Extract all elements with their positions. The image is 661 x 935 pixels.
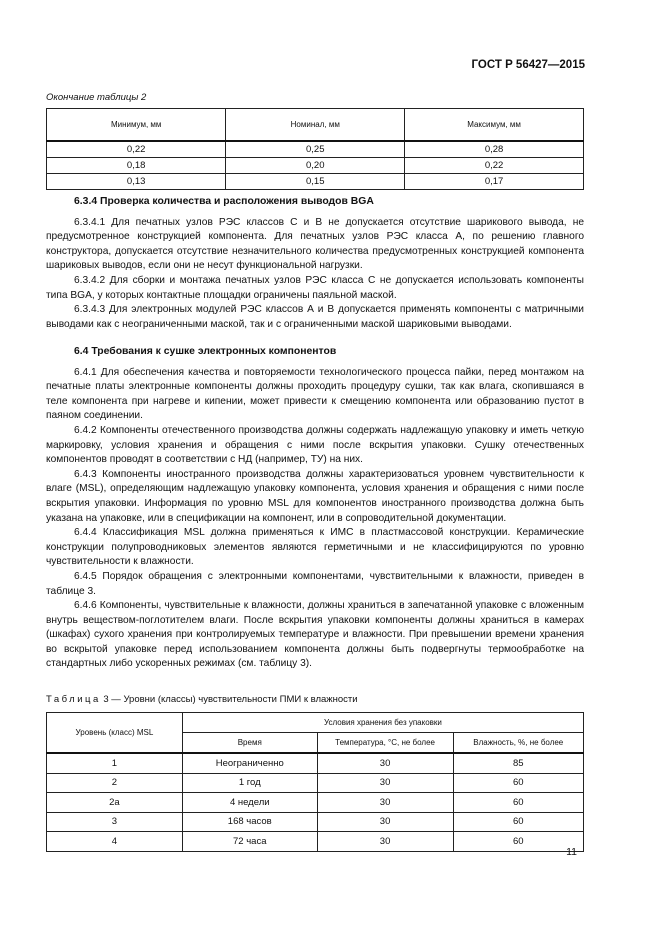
table3-col-time: Время xyxy=(182,733,317,754)
table-cell: 30 xyxy=(317,793,453,813)
table3-col-humidity: Влажность, %, не более xyxy=(453,733,584,754)
section-heading: 6.3.4 Проверка количества и расположения выводов BGA xyxy=(74,196,374,207)
table-cell: 168 часов xyxy=(182,812,317,832)
paragraph: 6.3.4.1 Для печатных узлов РЭС классов С и В не допускается отсутствие шарикового вывода, не предусмотренное конструкцией компонента. Для печатных узлов РЭС класса А, по решению главного конструктора, допускается отсутствие незначительного количества предусмотренных конструкцией компонента шариковых выводов, если они не несут функциональной нагрузки. xyxy=(46,216,584,272)
table-cell: 30 xyxy=(317,753,453,773)
table3-col-temp: Температура, °С, не более xyxy=(317,733,453,754)
table2-col-min: Минимум, мм xyxy=(47,109,226,142)
table-cell: 60 xyxy=(453,832,584,852)
section-heading: 6.4 Требования к сушке электронных компонентов xyxy=(74,346,337,357)
table-cell: Неограниченно xyxy=(182,753,317,773)
table-cell: 0,22 xyxy=(47,141,226,158)
section-6-3-4 xyxy=(46,195,584,332)
table-cell: 0,13 xyxy=(47,174,226,190)
table-cell: 3 xyxy=(47,812,183,832)
table2-col-max: Максимум, мм xyxy=(405,109,584,142)
table2-caption: Окончание таблицы 2 xyxy=(46,92,147,103)
table-cell: 4 недели xyxy=(182,793,317,813)
table-row xyxy=(47,158,584,174)
table-cell: 0,17 xyxy=(405,174,584,190)
table3-caption-label: Таблица xyxy=(46,694,101,705)
table-cell: 30 xyxy=(317,812,453,832)
table-row xyxy=(47,174,584,190)
table-cell: 4 xyxy=(47,832,183,852)
table-cell: 0,22 xyxy=(405,158,584,174)
table-row xyxy=(47,773,584,793)
table2-header-row xyxy=(47,109,584,142)
table2 xyxy=(46,108,584,190)
table-cell: 2 xyxy=(47,773,183,793)
table-cell: 30 xyxy=(317,773,453,793)
table-row xyxy=(47,141,584,158)
table-cell: 60 xyxy=(453,812,584,832)
page-number: 11 xyxy=(566,846,577,858)
table-row xyxy=(47,812,584,832)
table-cell: 1 год xyxy=(182,773,317,793)
table-row xyxy=(47,832,584,852)
table3-col-level: Уровень (класс) MSL xyxy=(47,713,183,754)
table-cell: 72 часа xyxy=(182,832,317,852)
paragraph: 6.4.1 Для обеспечения качества и повторяемости технологического процесса пайки, перед монтажом на печатные платы электронные компоненты должны проходить процедуру сушки, так как влага, скопившаяся в теле компонента при нагреве и кипении, может привести к смещению компонента или образованию пустот в паяном соединении. xyxy=(46,366,584,422)
table-cell: 60 xyxy=(453,773,584,793)
paragraph: 6.4.5 Порядок обращения с электронными компонентами, чувствительными к влажности, приведен в таблице 3. xyxy=(46,570,584,597)
paragraph: 6.4.4 Классификация MSL должна применяться к ИМС в пластмассовой конструкции. Керамические конструкции полупроводниковых элементов являются герметичными и не классифицируются по уровню чувствительности к влажности. xyxy=(46,527,584,568)
table-cell: 60 xyxy=(453,793,584,813)
paragraph: 6.4.2 Компоненты отечественного производства должны содержать надлежащую упаковку и иметь четкую маркировку, условия хранения и обращения с ними после вскрытия упаковки. Сушку отечественных компонентов проводят в соответствии с НД (например, ТУ) на них. xyxy=(46,424,584,466)
table-cell: 0,18 xyxy=(47,158,226,174)
standard-number: ГОСТ Р 56427—2015 xyxy=(471,59,585,71)
table-row xyxy=(47,793,584,813)
table3-col-group: Условия хранения без упаковки xyxy=(182,713,583,733)
table3-header-row xyxy=(47,713,584,733)
table3-caption xyxy=(46,694,358,705)
section-6-4 xyxy=(46,345,584,672)
table-row xyxy=(47,753,584,773)
table-cell: 0,15 xyxy=(226,174,405,190)
paragraph: 6.3.4.2 Для сборки и монтажа печатных узлов РЭС класса С не допускается использовать компоненты типа BGA, у которых контактные площадки ограничены паяльной маской. xyxy=(46,274,584,301)
paragraph: 6.4.3 Компоненты иностранного производства должны характеризоваться уровнем чувствительности к влаге (MSL), определяющим надлежащую упаковку компонента, условия хранения и обращения с ними после вскрытия упаковки. Информация по уровню MSL для компонентов иностранного производства должна быть указана на упаковке, или в спецификации на компонент, или в сопроводительной документации. xyxy=(46,468,584,524)
table2-col-nom: Номинал, мм xyxy=(226,109,405,142)
table-cell: 0,20 xyxy=(226,158,405,174)
table-cell: 30 xyxy=(317,832,453,852)
paragraph: 6.4.6 Компоненты, чувствительные к влажности, должны храниться в запечатанной упаковке с вложенным внутрь веществом-поглотителем влаги. После вскрытия упаковки компоненты должны храниться в камерах (шкафах) сухого хранения при контролируемых температуре и влажности. При превышении времени хранения во вскрытой упаковке перед использованием компонента должны быть подвергнуты термообработке на стандартных либо ускоренных режимах (см. таблицу 3). xyxy=(46,600,584,670)
table-cell: 0,25 xyxy=(226,141,405,158)
table3 xyxy=(46,712,584,852)
table-cell: 2а xyxy=(47,793,183,813)
table3-caption-text: 3 — Уровни (классы) чувствительности ПМИ к влажности xyxy=(100,694,358,705)
table-cell: 85 xyxy=(453,753,584,773)
table-cell: 0,28 xyxy=(405,141,584,158)
paragraph: 6.3.4.3 Для электронных модулей РЭС классов А и В допускается применять компоненты с матричными выводами как с неограниченными маской, так и с ограниченными маской шариковыми выводами. xyxy=(46,304,584,330)
table-cell: 1 xyxy=(47,753,183,773)
